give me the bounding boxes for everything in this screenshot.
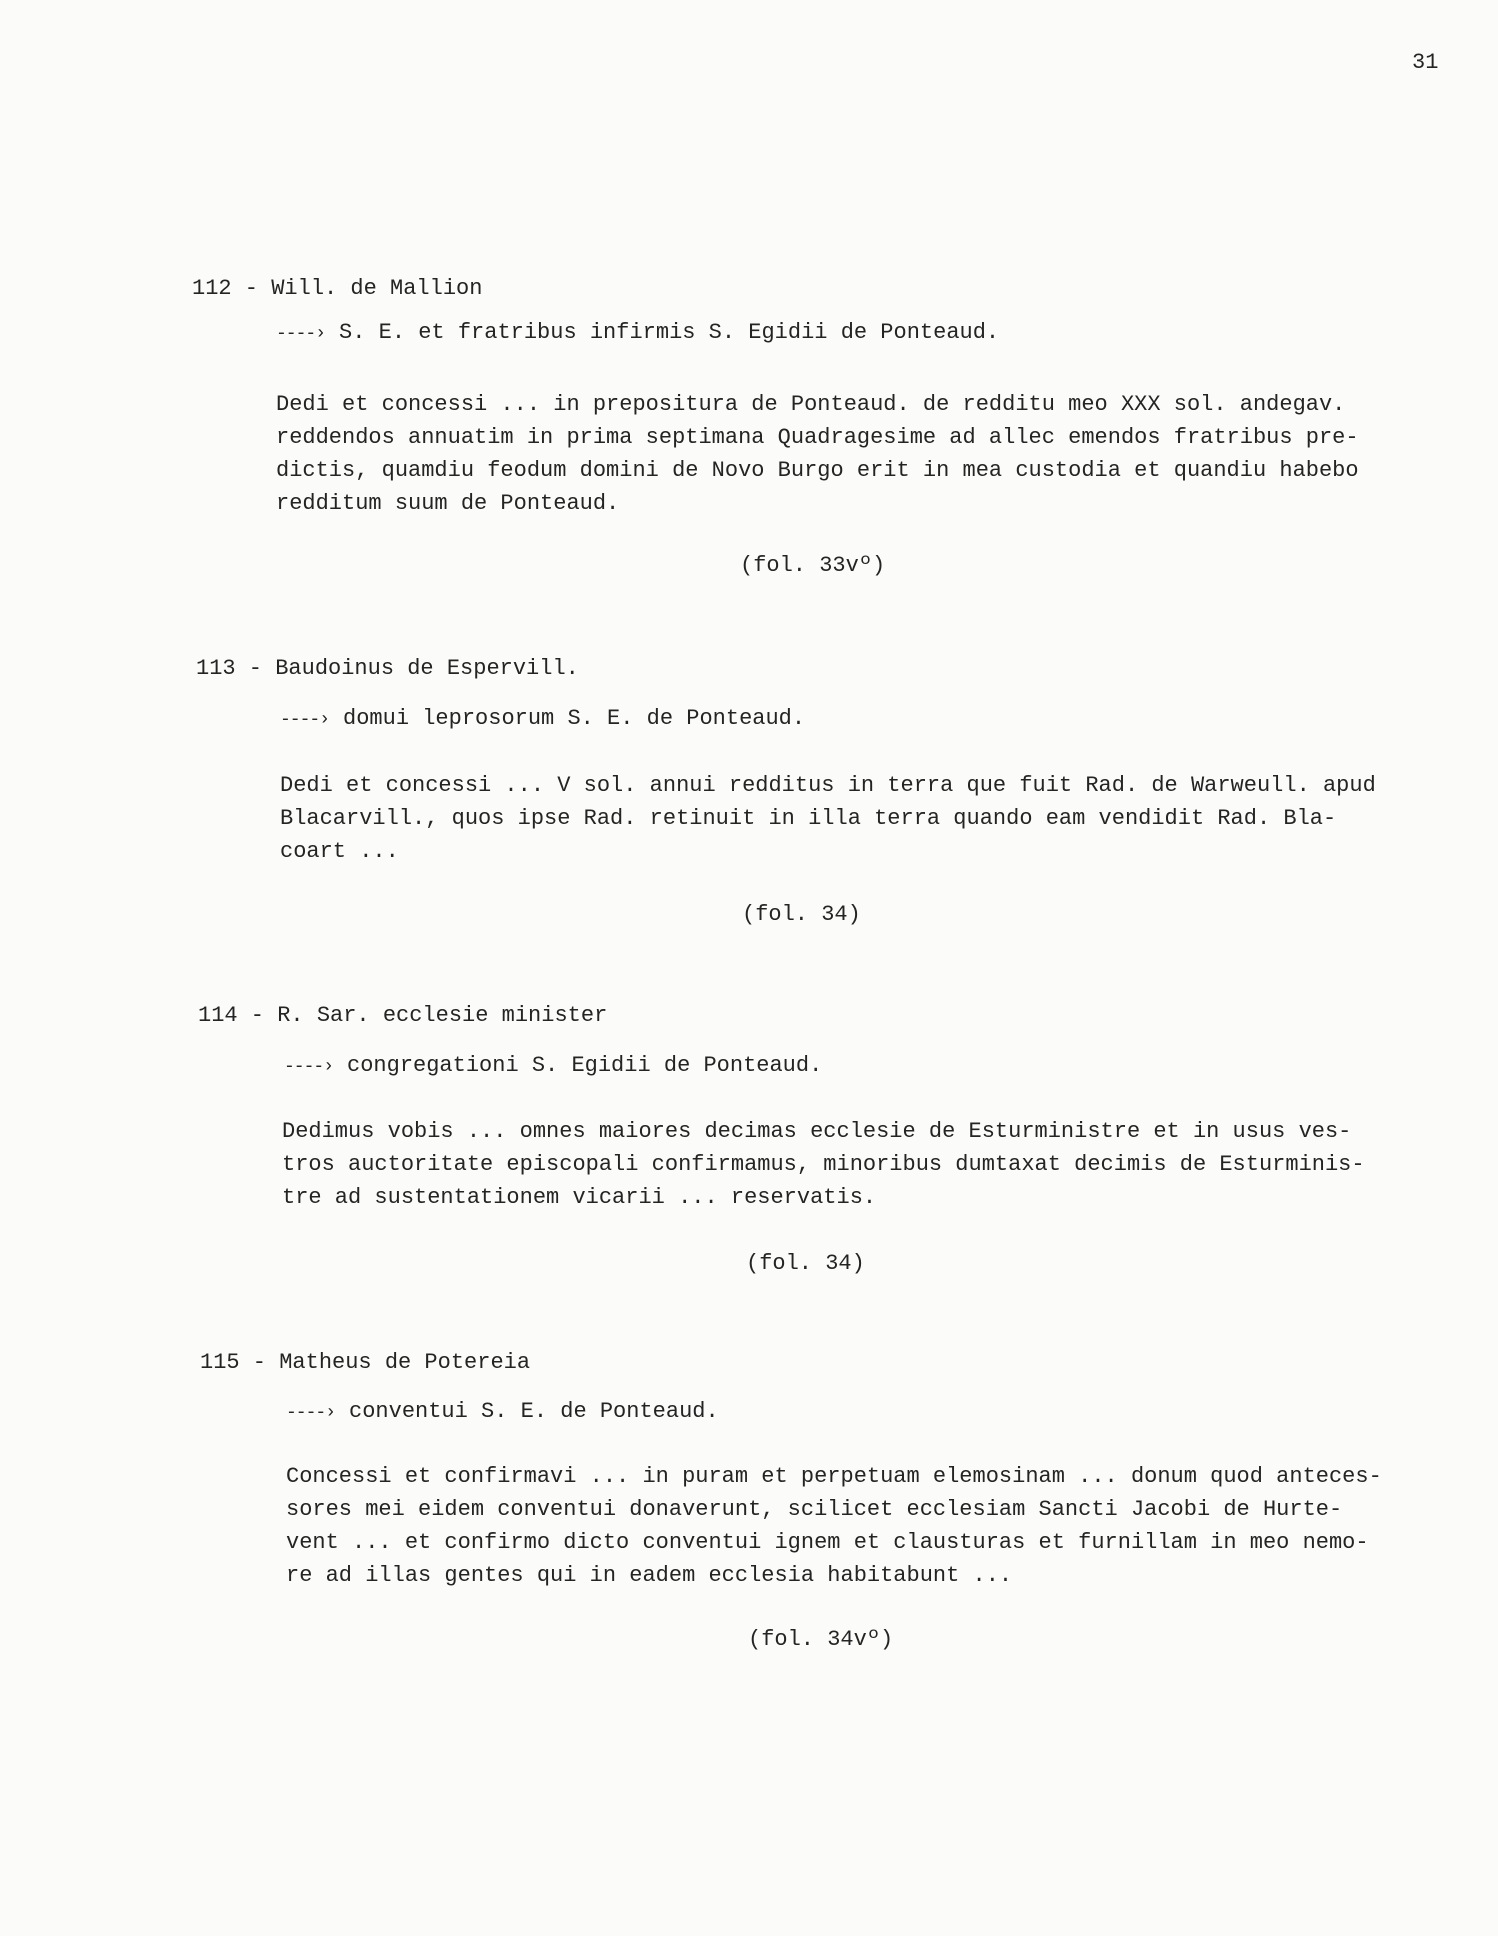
- entry-heading: 115 - Matheus de Potereia: [200, 1350, 531, 1375]
- folio-reference: (fol. 34vº): [748, 1627, 894, 1652]
- entry-recipient: [286, 1399, 719, 1424]
- text-line: dictis, quamdiu feodum domini de Novo Burgo erit in mea custodia et quandiu habebo: [276, 458, 1359, 483]
- entry-heading: 114 - R. Sar. ecclesie minister: [198, 1003, 608, 1028]
- entry-text: [276, 388, 1359, 520]
- text-line: sores mei eidem conventui donaverunt, scilicet ecclesiam Sancti Jacobi de Hurte-: [286, 1497, 1343, 1522]
- text-line: re ad illas gentes qui in eadem ecclesia habitabunt ...: [286, 1563, 1013, 1588]
- text-line: Dedimus vobis ... omnes maiores decimas ecclesie de Esturministre et in usus ves-: [282, 1119, 1352, 1144]
- entry-text: [286, 1460, 1382, 1592]
- recipient-text: conventui S. E. de Ponteaud.: [349, 1399, 719, 1424]
- recipient-text: domui leprosorum S. E. de Ponteaud.: [343, 706, 806, 731]
- arrow-icon: ----›: [286, 1403, 336, 1423]
- text-line: coart ...: [280, 839, 399, 864]
- entry-recipient: [276, 320, 999, 345]
- entry-heading: 113 - Baudoinus de Espervill.: [196, 656, 579, 681]
- recipient-text: S. E. et fratribus infirmis S. Egidii de Ponteaud.: [339, 320, 1000, 345]
- folio-reference: (fol. 33vº): [740, 553, 886, 578]
- text-line: vent ... et confirmo dicto conventui ignem et clausturas et furnillam in meo nemo-: [286, 1530, 1369, 1555]
- arrow-icon: ----›: [284, 1057, 334, 1077]
- text-line: tros auctoritate episcopali confirmamus, minoribus dumtaxat decimis de Esturminis-: [282, 1152, 1365, 1177]
- folio-reference: (fol. 34): [742, 902, 861, 927]
- text-line: Concessi et confirmavi ... in puram et perpetuam elemosinam ... donum quod anteces-: [286, 1464, 1382, 1489]
- page-number: 31: [1412, 50, 1439, 75]
- entry-text: [282, 1115, 1365, 1214]
- arrow-icon: ----›: [280, 710, 330, 730]
- entry-recipient: [280, 706, 805, 731]
- text-line: reddendos annuatim in prima septimana Quadragesime ad allec emendos fratribus pre-: [276, 425, 1359, 450]
- text-line: Dedi et concessi ... V sol. annui redditus in terra que fuit Rad. de Warweull. apud: [280, 773, 1376, 798]
- text-line: Dedi et concessi ... in prepositura de Ponteaud. de redditu meo XXX sol. andegav.: [276, 392, 1346, 417]
- recipient-text: congregationi S. Egidii de Ponteaud.: [347, 1053, 823, 1078]
- folio-reference: (fol. 34): [746, 1251, 865, 1276]
- entry-text: [280, 769, 1376, 868]
- text-line: tre ad sustentationem vicarii ... reservatis.: [282, 1185, 877, 1210]
- arrow-icon: ----›: [276, 324, 326, 344]
- entry-heading: 112 - Will. de Mallion: [192, 276, 483, 301]
- text-line: Blacarvill., quos ipse Rad. retinuit in illa terra quando eam vendidit Rad. Bla-: [280, 806, 1337, 831]
- entry-recipient: [284, 1053, 822, 1078]
- text-line: redditum suum de Ponteaud.: [276, 491, 620, 516]
